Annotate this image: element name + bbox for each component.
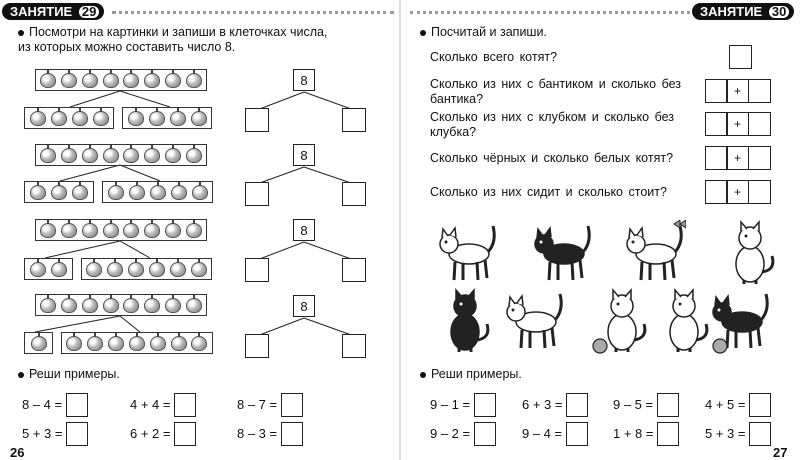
black-kitten-icon xyxy=(435,288,499,356)
apple-icon xyxy=(40,298,56,313)
answer-cells xyxy=(706,112,771,136)
answer-box[interactable] xyxy=(281,393,303,417)
apple-icon xyxy=(61,148,77,163)
apple-group-total xyxy=(35,294,207,316)
apple-icon xyxy=(87,336,103,351)
apple-icon xyxy=(186,223,202,238)
example: 4 + 4 = xyxy=(130,393,196,417)
apple-icon xyxy=(123,298,139,313)
apple-group-part xyxy=(102,181,213,203)
answer-cells xyxy=(706,79,771,103)
answer-box[interactable] xyxy=(281,422,303,446)
answer-box[interactable] xyxy=(174,393,196,417)
apple-icon xyxy=(123,148,139,163)
apple-icon xyxy=(107,262,123,277)
apple-icon xyxy=(103,148,119,163)
apple-icon xyxy=(51,111,67,126)
bullet-icon xyxy=(420,372,426,378)
answer-box[interactable] xyxy=(474,422,496,446)
apple-group-total xyxy=(35,219,207,241)
answer-cell[interactable] xyxy=(748,79,771,103)
example: 9 – 1 = xyxy=(430,393,496,417)
example: 9 – 2 = xyxy=(430,422,496,446)
apple-icon xyxy=(72,185,88,200)
lesson-number: 30 xyxy=(768,5,790,19)
answer-cell[interactable] xyxy=(705,180,728,204)
answer-box-left[interactable] xyxy=(245,334,269,358)
plus-cell: + xyxy=(726,180,749,204)
bullet-icon xyxy=(420,30,426,36)
plus-cell: + xyxy=(726,79,749,103)
apple-icon xyxy=(191,336,207,351)
answer-cell[interactable] xyxy=(748,112,771,136)
apple-icon xyxy=(61,298,77,313)
apple-icon xyxy=(165,223,181,238)
apple-icon xyxy=(30,111,46,126)
answer-box-left[interactable] xyxy=(245,108,269,132)
apple-icon xyxy=(129,336,145,351)
page-number-right: 27 xyxy=(773,445,788,460)
apple-icon xyxy=(128,262,144,277)
task1-text: Посмотри на картинки и запиши в клеточках числа, из которых можно составить число 8. xyxy=(18,25,328,54)
example: 4 + 5 = xyxy=(705,393,771,417)
apple-icon xyxy=(165,148,181,163)
plus-cell: + xyxy=(726,146,749,170)
apple-icon xyxy=(144,73,160,88)
answer-box[interactable] xyxy=(749,393,771,417)
answer-cell[interactable] xyxy=(748,180,771,204)
question: Сколько чёрных и сколько белых котят? xyxy=(430,151,674,165)
question: Сколько из них с бантиком и сколько без бантика? xyxy=(430,77,681,106)
example: 1 + 8 = xyxy=(613,422,679,446)
answer-box[interactable] xyxy=(566,393,588,417)
answer-box[interactable] xyxy=(474,393,496,417)
apple-icon xyxy=(144,223,160,238)
apple-group-part xyxy=(81,258,212,280)
apple-icon xyxy=(144,298,160,313)
example: 5 + 3 = xyxy=(705,422,771,446)
answer-cells xyxy=(706,180,771,204)
number-eight-box: 8 xyxy=(293,69,315,91)
plus-cell: + xyxy=(726,112,749,136)
example: 8 – 4 = xyxy=(22,393,88,417)
apple-icon xyxy=(82,73,98,88)
white-kitten-icon xyxy=(502,288,566,356)
example: 6 + 2 = xyxy=(130,422,196,446)
question: Сколько из них с клубком и сколько без клубка? xyxy=(430,110,675,139)
apple-group-part xyxy=(61,332,213,354)
bullet-icon xyxy=(18,372,24,378)
white-kitten-icon xyxy=(622,220,686,288)
task1-instruction xyxy=(420,25,547,40)
apple-icon xyxy=(51,262,67,277)
white-kitten-icon xyxy=(720,220,784,288)
apple-icon xyxy=(30,262,46,277)
apple-icon xyxy=(149,111,165,126)
example: 9 – 5 = xyxy=(613,393,679,417)
task1-text: Посчитай и запиши. xyxy=(431,25,547,39)
apple-icon xyxy=(103,223,119,238)
answer-box-left[interactable] xyxy=(245,182,269,206)
answer-box[interactable] xyxy=(657,393,679,417)
apple-icon xyxy=(93,111,109,126)
white-kitten-icon xyxy=(435,220,499,288)
task2-instruction xyxy=(18,367,120,382)
answer-cells xyxy=(706,146,771,170)
answer-cell[interactable] xyxy=(705,112,728,136)
apple-icon xyxy=(191,262,207,277)
number-eight-box: 8 xyxy=(293,295,315,317)
apple-group-part xyxy=(24,258,73,280)
apple-group-part xyxy=(24,332,53,354)
apple-icon xyxy=(186,148,202,163)
answer-cell[interactable] xyxy=(748,146,771,170)
lesson-label: ЗАНЯТИЕ xyxy=(700,4,763,19)
apple-icon xyxy=(108,185,124,200)
apple-icon xyxy=(171,336,187,351)
answer-box-right[interactable] xyxy=(342,334,366,358)
apple-icon xyxy=(31,336,47,351)
apple-icon xyxy=(66,336,82,351)
lesson-label: ЗАНЯТИЕ xyxy=(10,4,73,19)
answer-box[interactable] xyxy=(566,422,588,446)
apple-icon xyxy=(171,185,187,200)
apple-group-part xyxy=(122,107,212,129)
apple-icon xyxy=(103,298,119,313)
apple-icon xyxy=(123,73,139,88)
number-eight-box: 8 xyxy=(293,219,315,241)
task2-instruction xyxy=(420,367,522,382)
apple-icon xyxy=(82,298,98,313)
example: 6 + 3 = xyxy=(522,393,588,417)
black-kitten-icon xyxy=(708,288,772,356)
answer-box-total[interactable] xyxy=(729,45,752,69)
apple-group-part xyxy=(24,107,114,129)
apple-icon xyxy=(186,298,202,313)
apple-icon xyxy=(170,262,186,277)
apple-group-total xyxy=(35,69,207,91)
apple-icon xyxy=(108,336,124,351)
example: 5 + 3 = xyxy=(22,422,88,446)
apple-icon xyxy=(165,73,181,88)
apple-icon xyxy=(40,73,56,88)
apple-icon xyxy=(170,111,186,126)
answer-box[interactable] xyxy=(657,422,679,446)
apple-icon xyxy=(51,185,67,200)
apple-icon xyxy=(82,148,98,163)
answer-cell[interactable] xyxy=(705,146,728,170)
apple-icon xyxy=(86,262,102,277)
apple-icon xyxy=(128,111,144,126)
apple-icon xyxy=(103,73,119,88)
apple-icon xyxy=(82,223,98,238)
answer-box-right[interactable] xyxy=(342,182,366,206)
apple-icon xyxy=(61,223,77,238)
apple-icon xyxy=(123,223,139,238)
apple-icon xyxy=(40,148,56,163)
apple-group-part xyxy=(24,181,94,203)
apple-icon xyxy=(149,262,165,277)
page-number-left: 26 xyxy=(10,445,25,460)
apple-icon xyxy=(192,185,208,200)
apple-icon xyxy=(144,148,160,163)
apple-icon xyxy=(186,73,202,88)
task2-text: Реши примеры. xyxy=(29,367,120,381)
header-dots-right xyxy=(410,11,690,14)
answer-box-left[interactable] xyxy=(245,258,269,282)
apple-icon xyxy=(129,185,145,200)
answer-box[interactable] xyxy=(66,393,88,417)
apple-icon xyxy=(150,336,166,351)
apple-icon xyxy=(30,185,46,200)
answer-cell[interactable] xyxy=(705,79,728,103)
apple-icon xyxy=(40,223,56,238)
task2-text: Реши примеры. xyxy=(431,367,522,381)
lesson-number: 29 xyxy=(78,5,100,19)
lesson-badge-right xyxy=(692,3,794,20)
example: 8 – 7 = xyxy=(237,393,303,417)
apple-icon xyxy=(191,111,207,126)
answer-box[interactable] xyxy=(174,422,196,446)
answer-box-right[interactable] xyxy=(342,108,366,132)
question: Сколько из них сидит и сколько стоит? xyxy=(430,185,667,199)
apple-icon xyxy=(165,298,181,313)
example: 9 – 4 = xyxy=(522,422,588,446)
example: 8 – 3 = xyxy=(237,422,303,446)
apple-icon xyxy=(61,73,77,88)
apple-group-total xyxy=(35,144,207,166)
answer-box-right[interactable] xyxy=(342,258,366,282)
answer-box[interactable] xyxy=(66,422,88,446)
number-eight-box: 8 xyxy=(293,144,315,166)
apple-icon xyxy=(150,185,166,200)
question: Сколько всего котят? xyxy=(430,50,558,64)
apple-icon xyxy=(72,111,88,126)
black-kitten-icon xyxy=(530,220,594,288)
answer-box[interactable] xyxy=(749,422,771,446)
white-kitten-icon xyxy=(592,288,656,356)
